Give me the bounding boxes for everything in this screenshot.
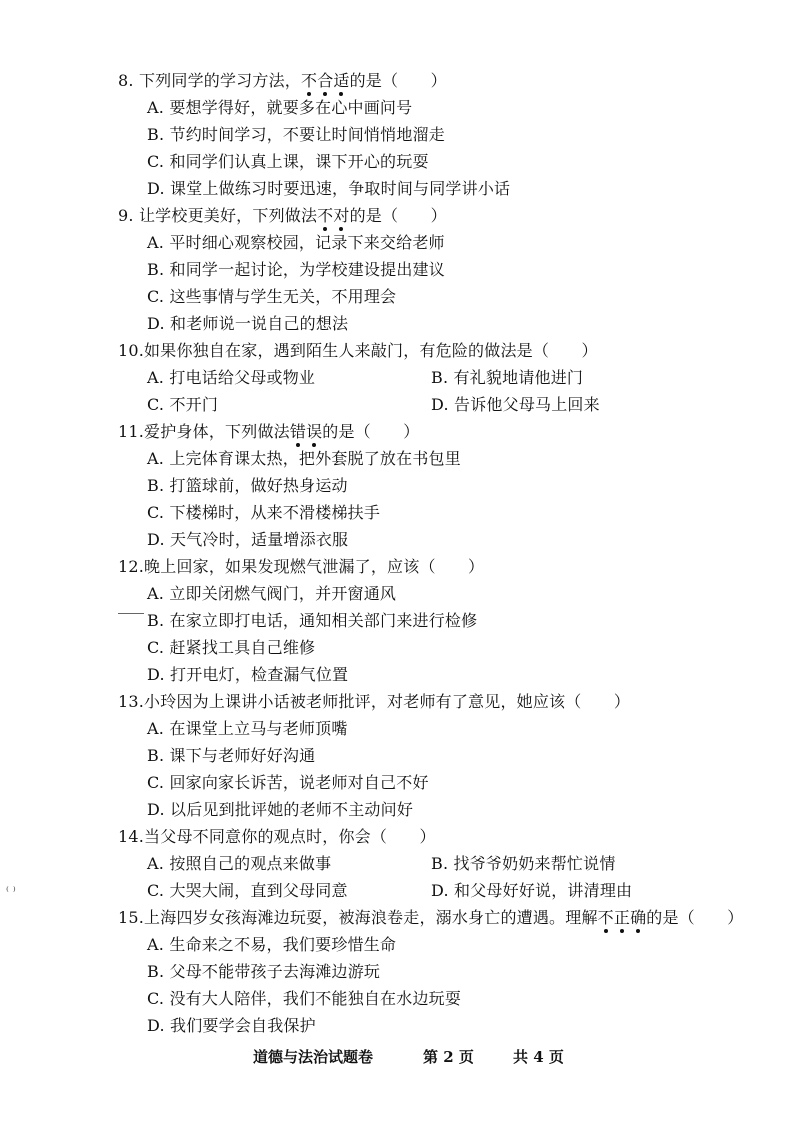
scan-edge-mark: ⁽ ⁾: [6, 884, 16, 898]
emphasis-text: [598, 908, 647, 927]
emphasis-char: 错: [289, 422, 307, 441]
option-11a: A. 上完体育课太热，把外套脱了放在书包里: [147, 449, 461, 468]
emphasis-char: 不: [317, 206, 334, 225]
option-14a: A. 按照自己的观点来做事: [147, 854, 332, 873]
question-9: 9. 让学校更美好，下列做法不对的是（ ）: [118, 206, 447, 225]
option-10c: C. 不开门: [147, 395, 219, 414]
option-10a: A. 打电话给父母或物业: [147, 368, 316, 387]
emphasis-char: 合: [317, 71, 334, 90]
emphasis-text: [317, 206, 349, 225]
option-14d: D. 和父母好好说，讲清理由: [431, 881, 633, 900]
emphasis-text: [290, 422, 322, 441]
emphasis-char: 误: [306, 422, 323, 441]
option-8d: D. 课堂上做练习时要迅速，争取时间与同学讲小话: [147, 179, 511, 198]
emphasis-char: 确: [630, 908, 647, 927]
option-15c: C. 没有大人陪伴，我们不能独自在水边玩耍: [147, 989, 462, 1008]
option-8a: A. 要想学得好，就要多在心中画问号: [147, 98, 413, 117]
option-13a: A. 在课堂上立马与老师顶嘴: [147, 719, 348, 738]
option-9d: D. 和老师说一说自己的想法: [147, 314, 349, 333]
footer-total-pages: 共 4 页: [513, 1048, 564, 1066]
question-8: 8. 下列同学的学习方法，不合适的是（ ）: [118, 71, 447, 90]
emphasis-char: 不: [597, 908, 614, 927]
option-12d: D. 打开电灯，检查漏气位置: [147, 665, 349, 684]
option-15a: A. 生命来之不易，我们要珍惜生命: [147, 935, 397, 954]
emphasis-text: [301, 71, 350, 90]
option-9b: B. 和同学一起讨论，为学校建设提出建议: [147, 260, 445, 279]
option-13b: B. 课下与老师好好沟通: [147, 746, 316, 765]
question-15: 15.上海四岁女孩海滩边玩耍，被海浪卷走，溺水身亡的遭遇。理解不正确的是（ ）: [118, 908, 744, 927]
scan-mark: [118, 613, 144, 614]
option-11d: D. 天气冷时，适量增添衣服: [147, 530, 349, 549]
option-11c: C. 下楼梯时，从来不滑楼梯扶手: [147, 503, 381, 522]
footer-subject: 道德与法治试题卷: [253, 1048, 374, 1066]
option-15d: D. 我们要学会自我保护: [147, 1016, 316, 1035]
question-14: 14.当父母不同意你的观点时，你会（ ）: [118, 827, 436, 846]
footer-page-number: 第 2 页: [423, 1048, 474, 1066]
option-12c: C. 赶紧找工具自己维修: [147, 638, 316, 657]
option-12b: B. 在家立即打电话，通知相关部门来进行检修: [147, 611, 478, 630]
question-11: 11.爱护身体，下列做法错误的是（ ）: [118, 422, 420, 441]
question-10: 10.如果你独自在家，遇到陌生人来敲门，有危险的做法是（ ）: [118, 341, 598, 360]
option-8b: B. 节约时间学习，不要让时间悄悄地溜走: [147, 125, 445, 144]
emphasis-char: 正: [613, 908, 631, 927]
emphasis-char: 适: [333, 71, 350, 90]
option-15b: B. 父母不能带孩子去海滩边游玩: [147, 962, 381, 981]
option-14b: B. 找爷爷奶奶来帮忙说情: [431, 854, 616, 873]
option-13d: D. 以后见到批评她的老师不主动问好: [147, 800, 414, 819]
option-9a: A. 平时细心观察校园，记录下来交给老师: [147, 233, 445, 252]
option-10b: B. 有礼貌地请他进门: [431, 368, 584, 387]
emphasis-char: 对: [333, 206, 350, 225]
question-13: 13.小玲因为上课讲小话被老师批评，对老师有了意见，她应该（ ）: [118, 692, 631, 711]
question-12: 12.晚上回家，如果发现燃气泄漏了，应该（ ）: [118, 557, 485, 576]
option-14c: C. 大哭大闹，直到父母同意: [147, 881, 348, 900]
option-11b: B. 打篮球前，做好热身运动: [147, 476, 348, 495]
option-13c: C. 回家向家长诉苦，说老师对自己不好: [147, 773, 429, 792]
emphasis-char: 不: [300, 71, 318, 90]
option-12a: A. 立即关闭燃气阀门，并开窗通风: [147, 584, 397, 603]
option-10d: D. 告诉他父母马上回来: [431, 395, 600, 414]
option-9c: C. 这些事情与学生无关，不用理会: [147, 287, 397, 306]
option-8c: C. 和同学们认真上课，课下开心的玩耍: [147, 152, 429, 171]
